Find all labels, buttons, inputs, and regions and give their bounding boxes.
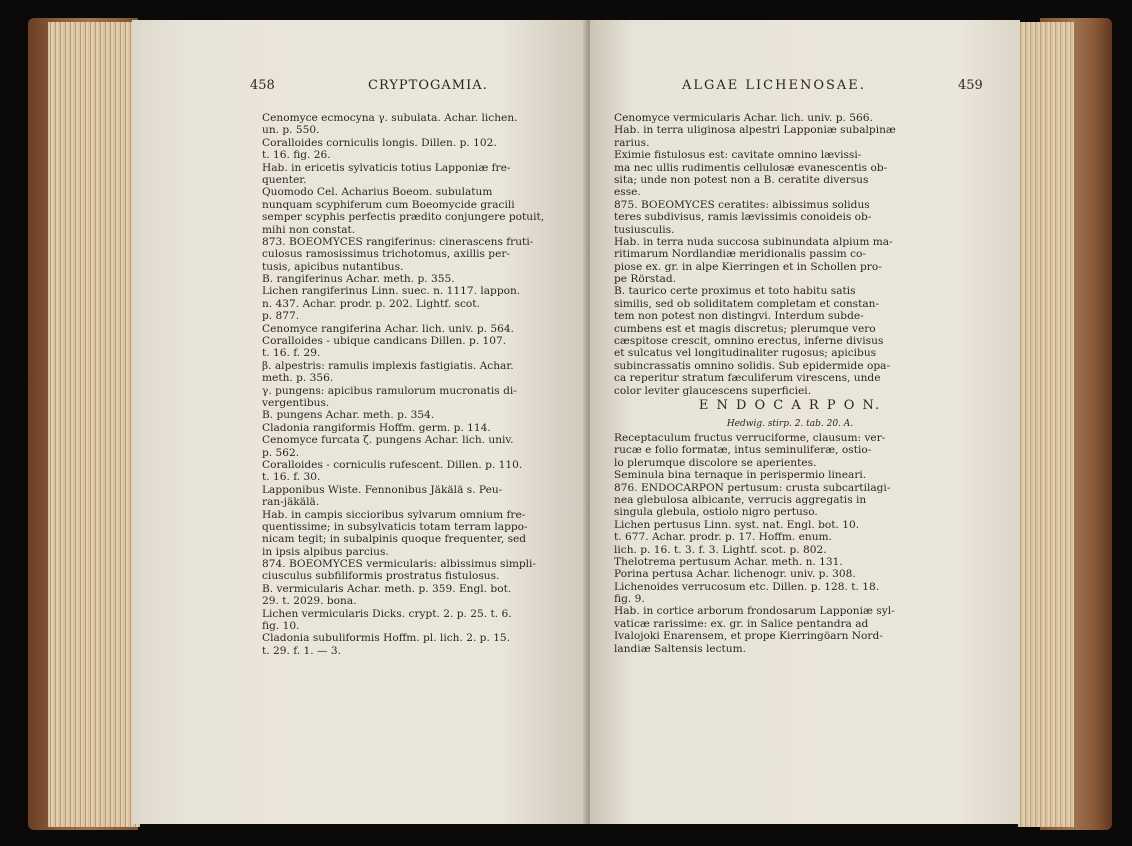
text-line: Quomodo Cel. Acharius Boeom. subulatum [262, 186, 493, 199]
text-line: t. 16. f. 29. [262, 347, 321, 360]
text-line: p. 877. [262, 310, 300, 323]
text-line: Cladonia rangiformis Hoffm. germ. p. 114. [262, 421, 491, 434]
text-line: γ. pungens: apicibus ramulorum mucronatis di- [262, 384, 517, 397]
text-line: B. pungens Achar. meth. p. 354. [262, 409, 435, 422]
left-page-number: 458 [250, 78, 275, 93]
text-line: piose ex. gr. in alpe Kierringen et in Schollen pro- [614, 260, 882, 273]
text-line: fig. 9. [614, 593, 645, 606]
text-line: vaticæ rarissime: ex. gr. in Salice pentandra ad [614, 617, 869, 630]
text-line: Eximie fistulosus est: cavitate omnino lævissi- [614, 149, 862, 162]
text-line: Hab. in terra nuda succosa subinundata alpium ma- [614, 235, 893, 248]
text-line: Lichen vermicularis Dicks. crypt. 2. p. 25. t. 6. [262, 607, 512, 620]
text-line: quenter. [262, 173, 307, 186]
text-line: similis, sed ob soliditatem completam et constan- [614, 297, 880, 310]
text-line: rucæ e folio formatæ, intus seminuliferæ, ostio- [614, 444, 872, 457]
text-line: tusiusculis. [614, 223, 675, 236]
text-line: Receptaculum fructus verruciforme, clausum: ver- [614, 432, 886, 444]
text-line: quentissime; in subsylvaticis totam terram lappo- [262, 520, 528, 533]
text-line: landiæ Saltensis lectum. [614, 642, 747, 655]
text-line: 874. BOEOMYCES vermicularis: albissimus simpli- [262, 558, 537, 571]
text-line: in ipsis alpibus parcius. [262, 545, 389, 558]
text-line: vergentibus. [262, 396, 330, 409]
text-line: Lichenoides verrucosum etc. Dillen. p. 128. t. 18. [614, 580, 880, 593]
genus-reference: Hedwig. stirp. 2. tab. 20. A. [726, 419, 854, 429]
text-line: Porina pertusa Achar. lichenogr. univ. p. 308. [614, 568, 856, 581]
text-line: tusis, apicibus nutantibus. [262, 260, 404, 273]
text-line: 875. BOEOMYCES ceratites: albissimus solidus [614, 198, 870, 211]
text-line: nicam tegit; in subalpinis quoque frequenter, sed [262, 533, 527, 546]
text-line: B. vermicularis Achar. meth. p. 359. Engl. bot. [262, 582, 512, 595]
text-line: meth. p. 356. [262, 372, 334, 385]
text-line: Hab. in terra uliginosa alpestri Lapponiæ subalpinæ [614, 124, 896, 137]
text-line: nea glebulosa albicante, verrucis aggregatis in [614, 493, 867, 506]
text-line: ma nec ullis rudimentis cellulosæ evanescentis ob- [614, 161, 888, 174]
text-line: rarius. [614, 136, 650, 149]
right-page-text-bottom [614, 432, 895, 655]
text-line: t. 677. Achar. prodr. p. 17. Hoffm. enum. [614, 531, 832, 544]
text-line: 29. t. 2029. bona. [262, 595, 357, 608]
text-line: fig. 10. [262, 620, 300, 633]
text-line: sita; unde non potest non a B. ceratite diversus [614, 173, 869, 186]
text-line: Coralloides corniculis longis. Dillen. p. 102. [262, 136, 497, 149]
text-line: ran-jäkälä. [262, 496, 320, 509]
page-edges-right [1018, 22, 1074, 827]
text-line: ca reperitur stratum fæculiferum virescens, unde [614, 372, 881, 385]
text-line: Cenomyce rangiferina Achar. lich. univ. p. 564. [262, 322, 514, 335]
right-page-number: 459 [958, 78, 983, 93]
text-line: Cenomyce furcata ζ. pungens Achar. lich. univ. [262, 434, 514, 447]
text-line: cæspitose crescit, omnino erectus, inferne divisus [614, 335, 884, 348]
genus-heading: E N D O C A R P O N. [698, 398, 882, 413]
text-line: 876. ENDOCARPON pertusum: crusta subcartilagi- [614, 481, 891, 494]
text-line: nunquam scyphiferum cum Boeomycide gracili [262, 198, 515, 211]
text-line: Ivalojoki Enarensem, et prope Kierringöarn Nord- [614, 630, 883, 643]
text-line: ritimarum Nordlandiæ meridionalis passim co- [614, 248, 866, 261]
text-line: Coralloides - corniculis rufescent. Dillen. p. 110. [262, 458, 523, 471]
text-line: ciusculus subfiliformis prostratus fistulosus. [262, 570, 500, 583]
text-line: Lichen pertusus Linn. syst. nat. Engl. bot. 10. [614, 518, 860, 531]
page-edges-left [48, 22, 140, 827]
text-line: mihi non constat. [262, 223, 356, 236]
text-line: B. rangiferinus Achar. meth. p. 355. [262, 273, 455, 286]
text-line: semper scyphis perfectis prædito conjungere potuit, [262, 211, 545, 224]
left-page [132, 20, 588, 824]
text-line: esse. [614, 186, 641, 199]
text-line: subincrassatis omnino solidis. Sub epidermide opa- [614, 359, 891, 372]
right-page [590, 20, 1020, 824]
text-line: Lapponibus Wiste. Fennonibus Jäkälä s. Peu- [262, 483, 503, 496]
right-running-head: ALGAE LICHENOSAE. [682, 78, 866, 93]
left-page-text [262, 112, 544, 657]
text-line: lo plerumque discolore se aperientes. [614, 456, 817, 469]
right-page-text-top [614, 112, 896, 397]
text-line: 873. BOEOMYCES rangiferinus: cinerascens fruti- [262, 235, 534, 248]
text-line: t. 29. f. 1. — 3. [262, 644, 342, 657]
left-running-head: CRYPTOGAMIA. [368, 78, 488, 93]
text-line: p. 562. [262, 446, 300, 459]
text-line: Hab. in campis siccioribus sylvarum omnium fre- [262, 508, 526, 521]
text-line: et sulcatus vel longitudinaliter rugosus; apicibus [614, 347, 877, 360]
text-line: n. 437. Achar. prodr. p. 202. Lightf. scot. [262, 297, 480, 310]
text-line: lich. p. 16. t. 3. f. 3. Lightf. scot. p. 802. [614, 543, 827, 556]
text-line: Lichen rangiferinus Linn. suec. n. 1117. lappon. [262, 285, 521, 298]
text-line: Coralloides - ubique candicans Dillen. p. 107. [262, 335, 507, 348]
text-line: Cenomyce vermicularis Achar. lich. univ. p. 566. [614, 112, 873, 124]
text-line: B. taurico certe proximus et toto habitu satis [614, 285, 856, 298]
text-line: culosus ramosissimus trichotomus, axillis per- [262, 248, 511, 261]
text-line: Hab. in ericetis sylvaticis totius Lapponiæ fre- [262, 161, 511, 174]
text-line: color leviter glaucescens superficiei. [614, 384, 812, 397]
text-line: teres subdivisus, ramis lævissimis conoideis ob- [614, 211, 872, 224]
text-line: pe Rörstad. [614, 273, 676, 286]
text-line: β. alpestris: ramulis implexis fastigiatis. Achar. [262, 359, 514, 372]
text-line: cumbens est et magis discretus; plerumque vero [614, 322, 876, 335]
text-line: Hab. in cortice arborum frondosarum Lapponiæ syl- [614, 605, 895, 618]
text-line: un. p. 550. [262, 124, 320, 137]
text-line: t. 16. f. 30. [262, 471, 321, 484]
text-line: t. 16. fig. 26. [262, 149, 331, 162]
text-line: singula glebula, ostiolo nigro pertuso. [614, 506, 818, 519]
text-line: tem non potest non distingvi. Interdum subde- [614, 310, 864, 323]
text-line: Cladonia subuliformis Hoffm. pl. lich. 2. p. 15. [262, 632, 511, 645]
text-line: Cenomyce ecmocyna γ. subulata. Achar. lichen. [262, 112, 518, 124]
text-line: Thelotrema pertusum Achar. meth. n. 131. [614, 555, 843, 568]
text-line: Seminula bina ternaque in perispermio lineari. [614, 469, 867, 482]
